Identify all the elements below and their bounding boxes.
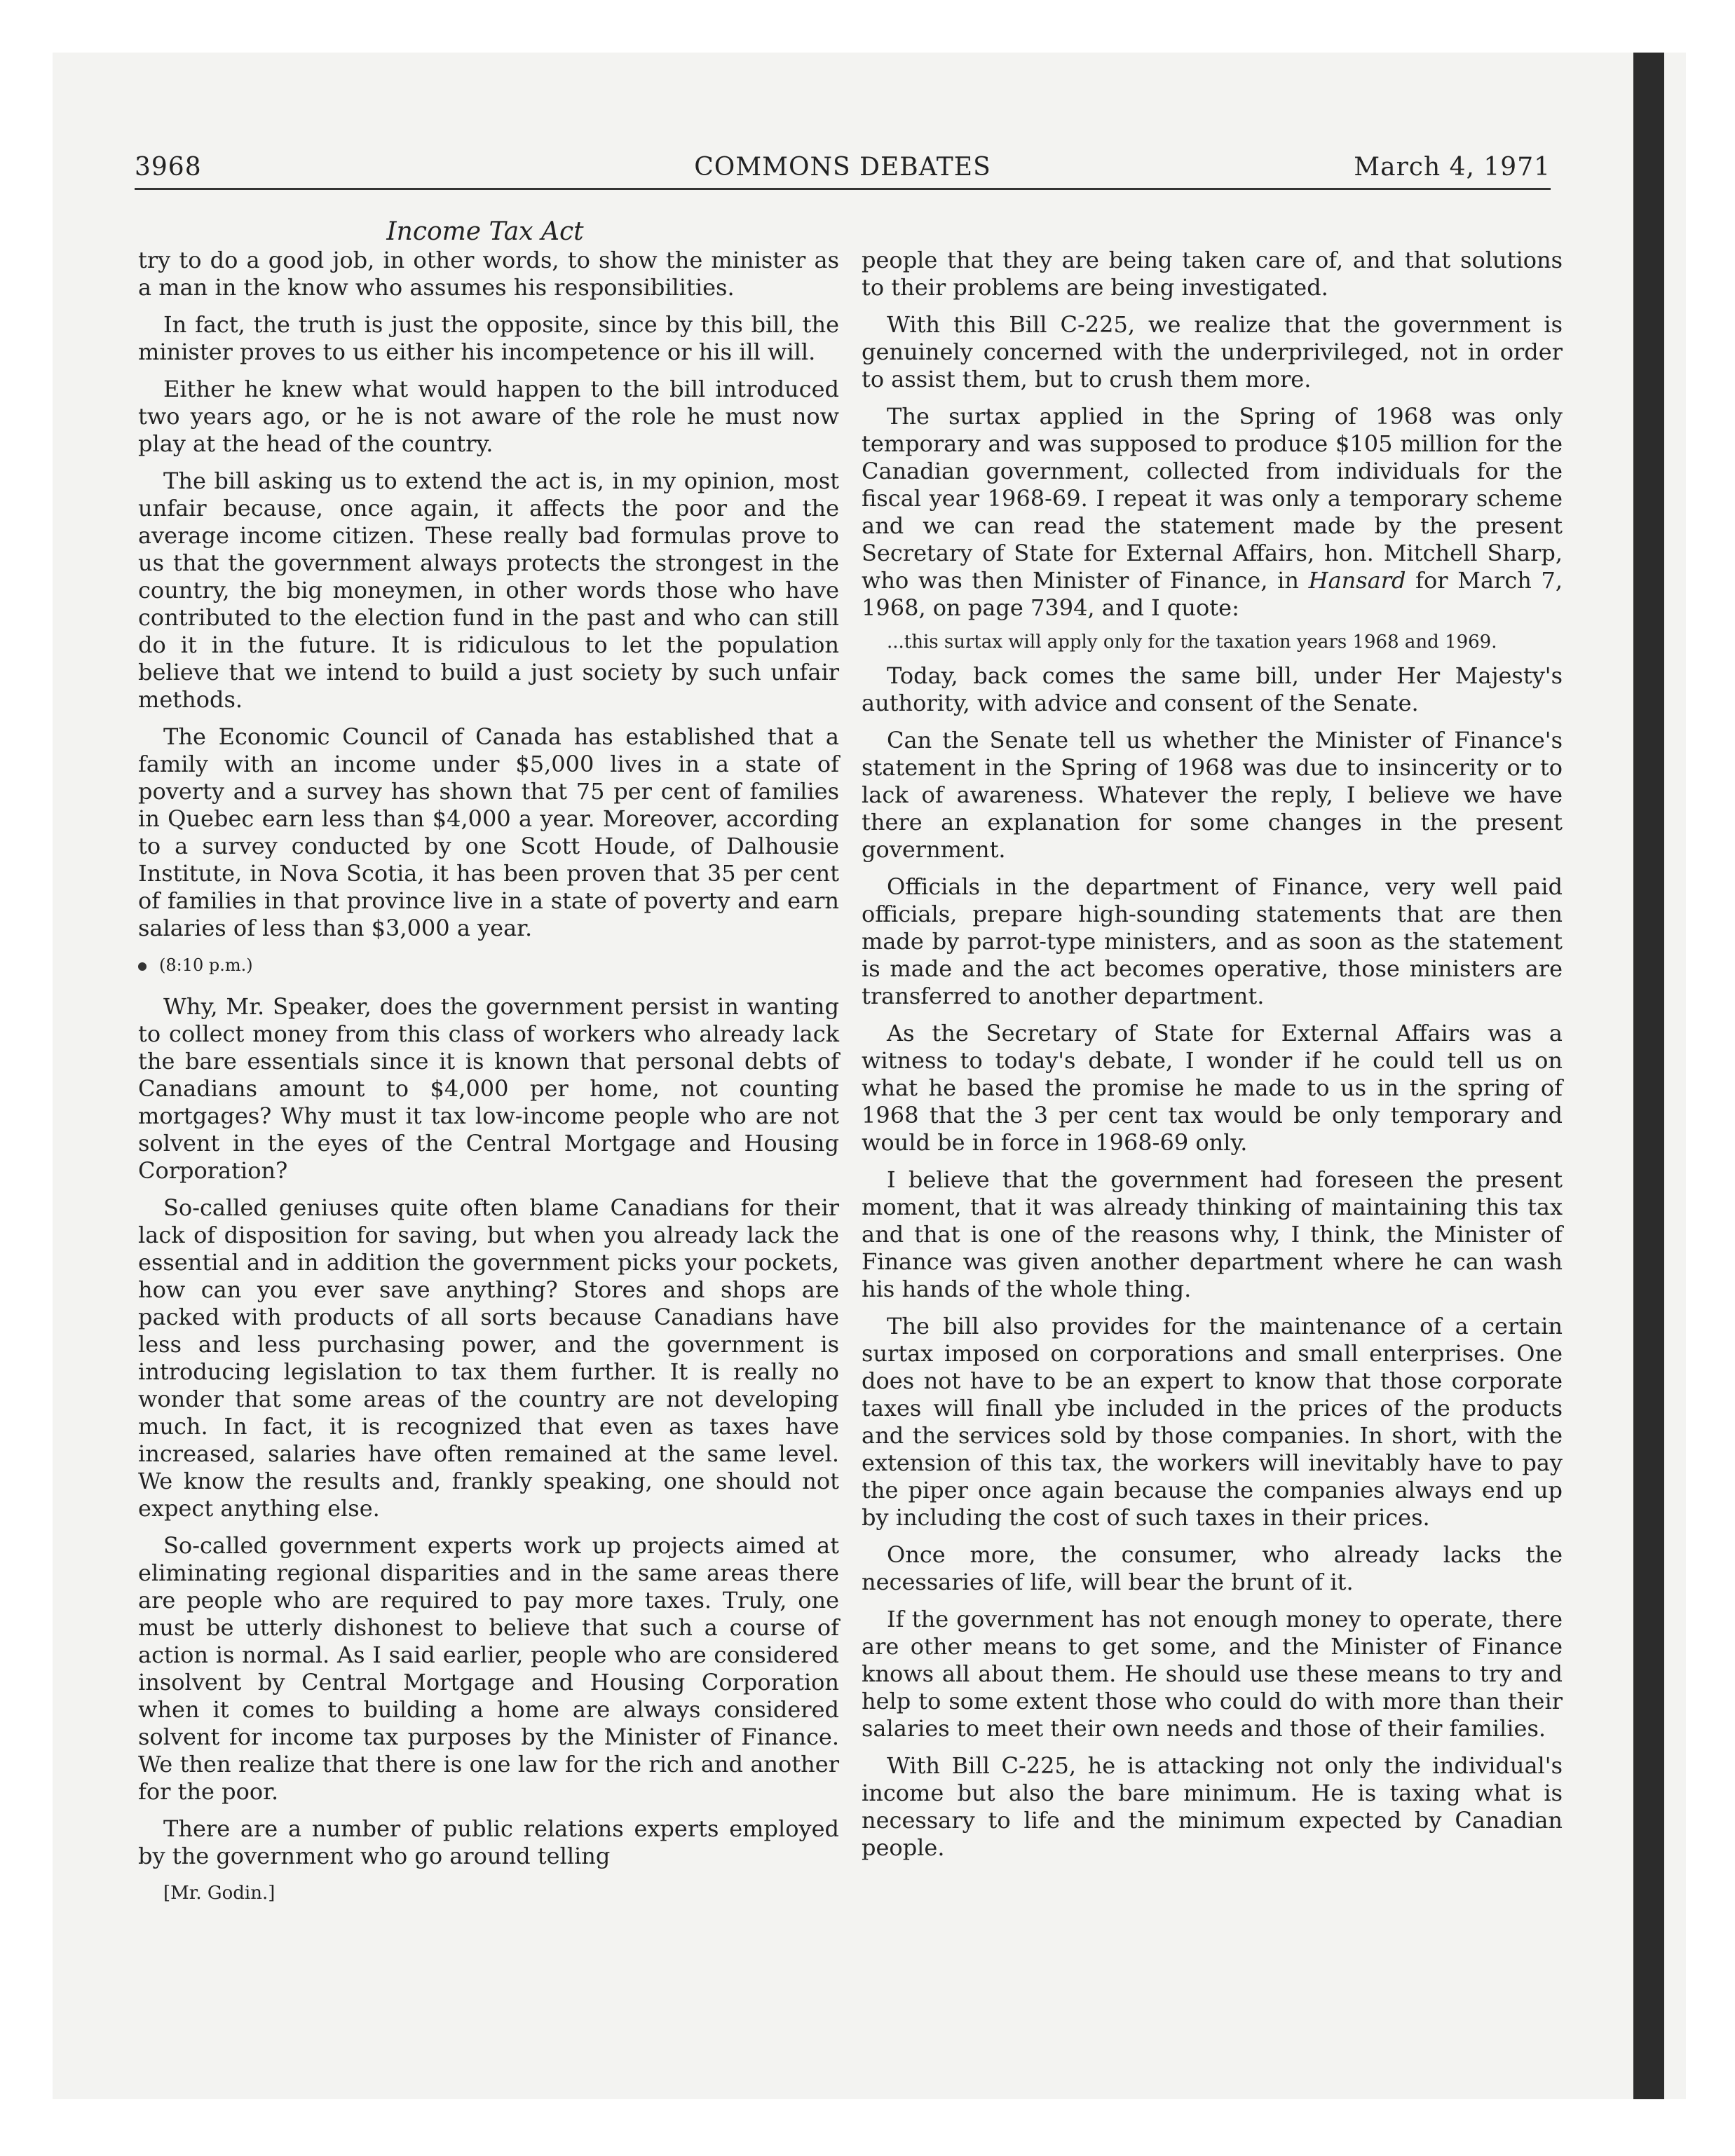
hansard-reference: Hansard (1308, 567, 1406, 594)
paragraph: The bill asking us to extend the act is, in my opinion, most unfair because, once again, it affects the poor and the average income citizen. These really bad formulas prove to us that the government always protects the strongest in the country, the big moneymen, in other words those who have contributed to the election fund in the past and who can still do it in the future. It is ridiculous to let the population believe that we intend to build a just society by such unfair methods. (138, 468, 839, 713)
paragraph: In fact, the truth is just the opposite, since by this bill, the minister proves to us either his incompetence or his ill will. (138, 311, 839, 365)
paragraph: try to do a good job, in other words, to show the minister as a man in the know who assumes his responsibilities. (138, 247, 839, 301)
paragraph: Why, Mr. Speaker, does the government persist in wanting to collect money from this class of workers who already lack the bare essentials since it is known that personal debts of Canadians amount to $4,000 per home, not counting mortgages? Why must it tax low-income people who are not solvent in the eyes of the Central Mortgage and Housing Corporation? (138, 993, 839, 1184)
paragraph: Either he knew what would happen to the bill introduced two years ago, or he is not aware of the role he must now play at the head of the country. (138, 376, 839, 457)
paragraph: With Bill C-225, he is attacking not only the individual's income but also the bare minimum. He is taxing what is necessary to life and the minimum expected by Canadian people. (862, 1752, 1563, 1861)
paragraph: The bill also provides for the maintenance of a certain surtax imposed on corporations and small enterprises. One does not have to be an expert to know that those corporate taxes will finall ybe included in the prices of the products and the services sold by those companies. In short, with the extension of this tax, the workers will inevitably have to pay the piper once again because the companies always end up by including the cost of such taxes in their prices. (862, 1313, 1563, 1531)
issue-date: March 4, 1971 (1354, 153, 1551, 182)
paragraph: With this Bill C-225, we realize that the government is genuinely concerned with the underprivileged, not in order to assist them, but to crush them more. (862, 311, 1563, 393)
page-number: 3968 (135, 153, 202, 182)
time-marker (138, 952, 839, 979)
journal-title: COMMONS DEBATES (694, 153, 991, 182)
right-column (862, 247, 1563, 1871)
speaker-tag: [Mr. Godin.] (163, 1883, 275, 1904)
paragraph: people that they are being taken care of, and that solutions to their problems are being investigated. (862, 247, 1563, 301)
page-header (135, 153, 1551, 190)
paragraph: Once more, the consumer, who already lacks the necessaries of life, will bear the brunt of it. (862, 1541, 1563, 1595)
paragraph: Officials in the department of Finance, very well paid officials, prepare high-sounding statements that are then made by parrot-type ministers, and as soon as the statement is made and the act becomes operative, those ministers are transferred to another department. (862, 873, 1563, 1009)
bullet-icon (138, 962, 147, 971)
left-column (138, 247, 839, 1907)
surtax-text: The surtax applied in the Spring of 1968 was only temporary and was supposed to produce $105 million for the Canadian government, collected from individuals for the fiscal year 1968-69. I repeat it was only a temporary scheme and we can read the statement made by the present Secretary of State for External Affairs, hon. Mitchell Sharp, who was then Minister of Finance, in (862, 403, 1563, 594)
page-edge-shadow (1633, 53, 1664, 2099)
paragraph: Today, back comes the same bill, under Her Majesty's authority, with advice and consent of the Senate. (862, 662, 1563, 716)
paragraph: I believe that the government had foreseen the present moment, that it was already thinking of maintaining this tax and that is one of the reasons why, I think, the Minister of Finance was given another department where he can wash his hands of the whole thing. (862, 1166, 1563, 1302)
block-quote: ...this surtax will apply only for the taxation years 1968 and 1969. (887, 632, 1497, 653)
surtax-text-end: for March 7, 1968, on page 7394, and I quote: (862, 567, 1563, 621)
section-title: Income Tax Act (386, 217, 584, 246)
paragraph: The Economic Council of Canada has established that a family with an income under $5,000 lives in a state of poverty and a survey has shown that 75 per cent of families in Quebec earn less than $4,000 a year. Moreover, according to a survey conducted by one Scott Houde, of Dalhousie Institute, in Nova Scotia, it has been proven that 35 per cent of families in that province live in a state of poverty and earn salaries of less than $3,000 a year. (138, 723, 839, 941)
paragraph: There are a number of public relations experts employed by the government who go around telling (138, 1815, 839, 1869)
time-marker-text: (8:10 p.m.) (159, 955, 253, 975)
paragraph: As the Secretary of State for External Affairs was a witness to today's debate, I wonder if he could tell us on what he based the promise he made to us in the spring of 1968 that the 3 per cent tax would be only temporary and would be in force in 1968-69 only. (862, 1020, 1563, 1156)
paragraph: If the government has not enough money to operate, there are other means to get some, and the Minister of Finance knows all about them. He should use these means to try and help to some extent those who could do with more than their salaries to meet their own needs and those of their families. (862, 1606, 1563, 1742)
paragraph: So-called government experts work up projects aimed at eliminating regional disparities and in the same areas there are people who are required to pay more taxes. Truly, one must be utterly dishonest to believe that such a course of action is normal. As I said earlier, people who are considered insolvent by Central Mortgage and Housing Corporation when it comes to building a home are always considered solvent for income tax purposes by the Minister of Finance. We then realize that there is one law for the rich and another for the poor. (138, 1532, 839, 1805)
paragraph (862, 403, 1563, 622)
paragraph: So-called geniuses quite often blame Canadians for their lack of disposition for saving, but when you already lack the essential and in addition the government picks your pockets, how can you ever save anything? Stores and shops are packed with products of all sorts because Canadians have less and less purchasing power, and the government is introducing legislation to tax them further. It is really no wonder that some areas of the country are not developing much. In fact, it is recognized that even as taxes have increased, salaries have often remained at the same level. We know the results and, frankly speaking, one should not expect anything else. (138, 1194, 839, 1522)
paragraph: Can the Senate tell us whether the Minister of Finance's statement in the Spring of 1968 was due to insincerity or to lack of awareness. Whatever the reply, I believe we have there an explanation for some changes in the present government. (862, 727, 1563, 863)
